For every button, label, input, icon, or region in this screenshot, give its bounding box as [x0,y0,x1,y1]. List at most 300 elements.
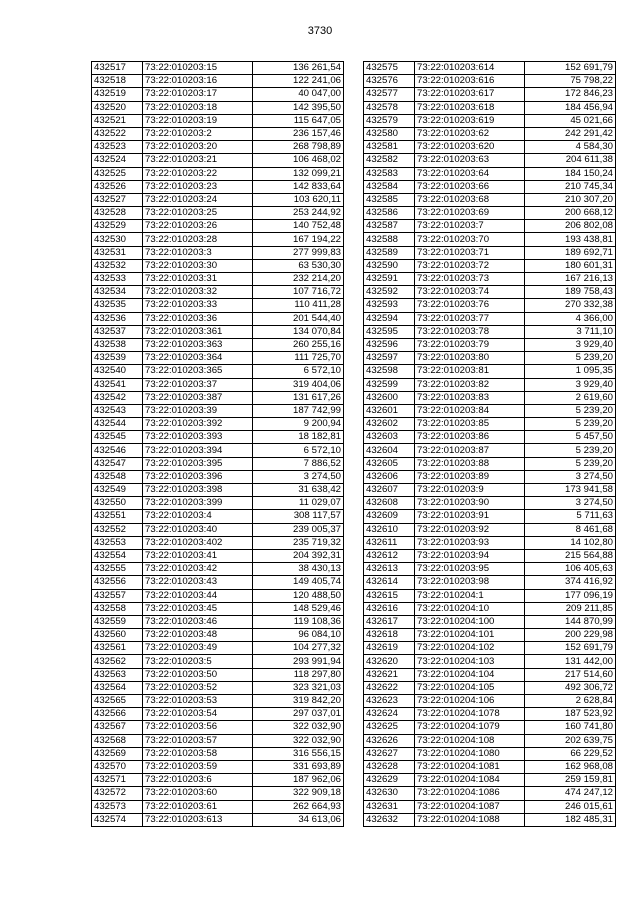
cadastral-number: 73:22:010203:9 [415,484,525,497]
cadastral-number: 73:22:010203:80 [415,352,525,365]
row-number: 432568 [92,734,143,747]
cadastral-number: 73:22:010203:57 [143,734,253,747]
cadastral-number: 73:22:010203:64 [415,167,525,180]
table-row [92,470,344,483]
table-row [364,391,616,404]
row-number: 432556 [92,576,143,589]
table-row [364,62,616,75]
table-row [92,523,344,536]
table-row [92,418,344,431]
cadastral-number: 73:22:010203:86 [415,431,525,444]
table-row [364,523,616,536]
cadastral-value: 152 691,79 [525,642,616,655]
cadastral-value: 260 255,16 [253,338,344,351]
cadastral-value: 132 099,21 [253,167,344,180]
table-row [92,127,344,140]
cadastral-value: 4 584,30 [525,141,616,154]
cadastral-number: 73:22:010203:49 [143,642,253,655]
cadastral-value: 201 544,40 [253,312,344,325]
table-row [92,497,344,510]
cadastral-number: 73:22:010203:98 [415,576,525,589]
row-number: 432631 [364,800,415,813]
cadastral-value: 331 693,89 [253,760,344,773]
cadastral-number: 73:22:010203:618 [415,101,525,114]
table-row [364,681,616,694]
table-row [364,233,616,246]
cadastral-value: 3 274,50 [253,470,344,483]
cadastral-number: 73:22:010203:4 [143,510,253,523]
cadastral-value: 210 307,20 [525,193,616,206]
row-number: 432573 [92,800,143,813]
cadastral-number: 73:22:010203:20 [143,141,253,154]
cadastral-number: 73:22:010203:68 [415,193,525,206]
cadastral-value: 323 321,03 [253,681,344,694]
row-number: 432605 [364,457,415,470]
row-number: 432625 [364,721,415,734]
table-row [364,747,616,760]
cadastral-value: 2 628,84 [525,695,616,708]
table-row [92,220,344,233]
table-row [364,563,616,576]
cadastral-number: 73:22:010203:46 [143,615,253,628]
cadastral-value: 259 159,81 [525,774,616,787]
cadastral-value: 5 711,63 [525,510,616,523]
cadastral-value: 63 530,30 [253,259,344,272]
row-number: 432592 [364,286,415,299]
cadastral-number: 73:22:010204:1088 [415,813,525,826]
table-row [364,207,616,220]
cadastral-number: 73:22:010203:36 [143,312,253,325]
cadastral-value: 242 291,42 [525,127,616,140]
table-row [364,695,616,708]
cadastral-value: 131 442,00 [525,655,616,668]
cadastral-number: 73:22:010203:66 [415,180,525,193]
cadastral-value: 11 029,07 [253,497,344,510]
row-number: 432571 [92,774,143,787]
cadastral-number: 73:22:010203:58 [143,747,253,760]
table-row [92,154,344,167]
cadastral-value: 184 150,24 [525,167,616,180]
table-row [92,325,344,338]
cadastral-number: 73:22:010203:85 [415,418,525,431]
row-number: 432624 [364,708,415,721]
cadastral-value: 270 332,38 [525,299,616,312]
table-row [92,695,344,708]
table-row [92,589,344,602]
table-row [364,721,616,734]
row-number: 432581 [364,141,415,154]
cadastral-number: 73:22:010203:84 [415,404,525,417]
table-row [92,365,344,378]
cadastral-number: 73:22:010203:24 [143,193,253,206]
cadastral-value: 4 366,00 [525,312,616,325]
cadastral-number: 73:22:010204:104 [415,668,525,681]
row-number: 432628 [364,760,415,773]
cadastral-value: 167 216,13 [525,273,616,286]
cadastral-value: 187 742,99 [253,404,344,417]
cadastral-value: 322 909,18 [253,787,344,800]
cadastral-value: 173 941,58 [525,484,616,497]
row-number: 432590 [364,259,415,272]
row-number: 432563 [92,668,143,681]
cadastral-value: 235 719,32 [253,536,344,549]
table-row [92,457,344,470]
row-number: 432591 [364,273,415,286]
cadastral-value: 167 194,22 [253,233,344,246]
row-number: 432538 [92,338,143,351]
table-row [92,602,344,615]
table-row [92,536,344,549]
cadastral-number: 73:22:010203:613 [143,813,253,826]
cadastral-number: 73:22:010203:617 [415,88,525,101]
cadastral-value: 118 297,80 [253,668,344,681]
cadastral-number: 73:22:010203:79 [415,338,525,351]
cadastral-number: 73:22:010203:30 [143,259,253,272]
cadastral-number: 73:22:010203:18 [143,101,253,114]
table-row [364,127,616,140]
row-number: 432530 [92,233,143,246]
cadastral-number: 73:22:010203:616 [415,75,525,88]
row-number: 432561 [92,642,143,655]
table-row [364,787,616,800]
cadastral-value: 75 798,22 [525,75,616,88]
cadastral-value: 162 968,08 [525,760,616,773]
table-row [92,378,344,391]
table-row [364,312,616,325]
cadastral-number: 73:22:010203:89 [415,470,525,483]
cadastral-number: 73:22:010203:31 [143,273,253,286]
table-row [364,444,616,457]
cadastral-value: 187 523,92 [525,708,616,721]
cadastral-value: 144 870,99 [525,615,616,628]
row-number: 432595 [364,325,415,338]
cadastral-value: 3 711,10 [525,325,616,338]
table-row [364,576,616,589]
cadastral-value: 9 200,94 [253,418,344,431]
table-row [364,259,616,272]
table-row [364,536,616,549]
cadastral-value: 206 802,08 [525,220,616,233]
cadastral-value: 149 405,74 [253,576,344,589]
cadastral-number: 73:22:010203:39 [143,404,253,417]
cadastral-value: 253 244,92 [253,207,344,220]
cadastral-value: 3 274,50 [525,470,616,483]
row-number: 432520 [92,101,143,114]
cadastral-number: 73:22:010203:88 [415,457,525,470]
cadastral-number: 73:22:010203:26 [143,220,253,233]
table-row [364,101,616,114]
cadastral-value: 96 084,10 [253,629,344,642]
table-row [364,589,616,602]
row-number: 432559 [92,615,143,628]
table-row [92,563,344,576]
cadastral-number: 73:22:010203:614 [415,62,525,75]
cadastral-number: 73:22:010203:77 [415,312,525,325]
table-row [92,114,344,127]
cadastral-value: 277 999,83 [253,246,344,259]
row-number: 432537 [92,325,143,338]
table-row [92,576,344,589]
row-number: 432526 [92,180,143,193]
cadastral-value: 34 613,06 [253,813,344,826]
row-number: 432626 [364,734,415,747]
row-number: 432586 [364,207,415,220]
row-number: 432575 [364,62,415,75]
cadastral-number: 73:22:010203:78 [415,325,525,338]
row-number: 432552 [92,523,143,536]
row-number: 432600 [364,391,415,404]
cadastral-number: 73:22:010203:43 [143,576,253,589]
cadastral-value: 3 274,50 [525,497,616,510]
row-number: 432606 [364,470,415,483]
table-row [364,154,616,167]
cadastral-number: 73:22:010203:94 [415,549,525,562]
cadastral-number: 73:22:010203:52 [143,681,253,694]
row-number: 432540 [92,365,143,378]
cadastral-value: 316 556,15 [253,747,344,760]
table-row [364,629,616,642]
cadastral-value: 5 239,20 [525,457,616,470]
table-row [92,549,344,562]
row-number: 432562 [92,655,143,668]
cadastral-number: 73:22:010203:395 [143,457,253,470]
table-row [92,259,344,272]
table-row [92,404,344,417]
cadastral-number: 73:22:010203:28 [143,233,253,246]
row-number: 432620 [364,655,415,668]
cadastral-number: 73:22:010204:102 [415,642,525,655]
cadastral-value: 110 411,28 [253,299,344,312]
cadastral-number: 73:22:010204:108 [415,734,525,747]
row-number: 432539 [92,352,143,365]
cadastral-value: 202 639,75 [525,734,616,747]
table-row [92,180,344,193]
table-row [92,233,344,246]
table-row [364,813,616,826]
cadastral-value: 322 032,90 [253,734,344,747]
row-number: 432522 [92,127,143,140]
cadastral-value: 246 015,61 [525,800,616,813]
row-number: 432555 [92,563,143,576]
table-row [364,246,616,259]
cadastral-value: 492 306,72 [525,681,616,694]
cadastral-value: 18 182,81 [253,431,344,444]
cadastral-value: 5 457,50 [525,431,616,444]
row-number: 432604 [364,444,415,457]
cadastral-value: 66 229,52 [525,747,616,760]
row-number: 432567 [92,721,143,734]
cadastral-number: 73:22:010204:1080 [415,747,525,760]
row-number: 432587 [364,220,415,233]
table-row [364,760,616,773]
row-number: 432541 [92,378,143,391]
cadastral-value: 142 833,64 [253,180,344,193]
row-number: 432588 [364,233,415,246]
cadastral-value: 184 456,94 [525,101,616,114]
row-number: 432617 [364,615,415,628]
row-number: 432527 [92,193,143,206]
cadastral-number: 73:22:010203:2 [143,127,253,140]
right-table-body [364,62,616,827]
row-number: 432572 [92,787,143,800]
table-row [92,299,344,312]
cadastral-value: 115 647,05 [253,114,344,127]
cadastral-value: 152 691,79 [525,62,616,75]
cadastral-number: 73:22:010203:33 [143,299,253,312]
cadastral-number: 73:22:010204:1086 [415,787,525,800]
cadastral-number: 73:22:010203:74 [415,286,525,299]
cadastral-value: 38 430,13 [253,563,344,576]
row-number: 432517 [92,62,143,75]
table-row [92,721,344,734]
cadastral-number: 73:22:010203:399 [143,497,253,510]
cadastral-value: 236 157,46 [253,127,344,140]
table-row [364,88,616,101]
table-row [364,338,616,351]
cadastral-value: 177 096,19 [525,589,616,602]
table-row [364,615,616,628]
row-number: 432570 [92,760,143,773]
table-row [364,642,616,655]
cadastral-number: 73:22:010203:620 [415,141,525,154]
row-number: 432615 [364,589,415,602]
table-row [92,655,344,668]
table-row [364,193,616,206]
table-row [364,273,616,286]
page-number: 3730 [307,25,333,37]
table-row [92,338,344,351]
row-number: 432623 [364,695,415,708]
table-row [92,312,344,325]
cadastral-number: 73:22:010203:387 [143,391,253,404]
cadastral-value: 31 638,42 [253,484,344,497]
row-number: 432523 [92,141,143,154]
cadastral-value: 5 239,20 [525,352,616,365]
right-register-table [363,61,616,827]
row-number: 432518 [92,75,143,88]
cadastral-value: 14 102,80 [525,536,616,549]
cadastral-number: 73:22:010203:392 [143,418,253,431]
cadastral-value: 297 037,01 [253,708,344,721]
row-number: 432551 [92,510,143,523]
table-row [92,88,344,101]
cadastral-value: 180 601,31 [525,259,616,272]
table-row [364,602,616,615]
row-number: 432545 [92,431,143,444]
cadastral-value: 160 741,80 [525,721,616,734]
cadastral-number: 73:22:010203:76 [415,299,525,312]
row-number: 432548 [92,470,143,483]
cadastral-number: 73:22:010203:92 [415,523,525,536]
row-number: 432528 [92,207,143,220]
table-row [92,734,344,747]
table-row [364,497,616,510]
cadastral-number: 73:22:010203:365 [143,365,253,378]
row-number: 432616 [364,602,415,615]
row-number: 432544 [92,418,143,431]
table-row [92,286,344,299]
cadastral-value: 189 758,43 [525,286,616,299]
cadastral-value: 217 514,60 [525,668,616,681]
cadastral-number: 73:22:010203:61 [143,800,253,813]
table-row [92,207,344,220]
row-number: 432611 [364,536,415,549]
row-number: 432569 [92,747,143,760]
row-number: 432564 [92,681,143,694]
cadastral-number: 73:22:010203:70 [415,233,525,246]
cadastral-value: 189 692,71 [525,246,616,259]
cadastral-value: 6 572,10 [253,365,344,378]
table-row [92,444,344,457]
cadastral-value: 8 461,68 [525,523,616,536]
row-number: 432532 [92,259,143,272]
cadastral-number: 73:22:010203:83 [415,391,525,404]
row-number: 432613 [364,563,415,576]
row-number: 432536 [92,312,143,325]
cadastral-number: 73:22:010203:363 [143,338,253,351]
row-number: 432543 [92,404,143,417]
cadastral-number: 73:22:010203:90 [415,497,525,510]
cadastral-number: 73:22:010203:16 [143,75,253,88]
cadastral-value: 119 108,36 [253,615,344,628]
cadastral-value: 6 572,10 [253,444,344,457]
cadastral-value: 5 239,20 [525,418,616,431]
cadastral-number: 73:22:010203:44 [143,589,253,602]
cadastral-number: 73:22:010203:396 [143,470,253,483]
table-row [364,114,616,127]
row-number: 432566 [92,708,143,721]
table-row [92,747,344,760]
row-number: 432546 [92,444,143,457]
cadastral-number: 73:22:010204:1084 [415,774,525,787]
row-number: 432577 [364,88,415,101]
cadastral-number: 73:22:010203:17 [143,88,253,101]
cadastral-value: 134 070,84 [253,325,344,338]
cadastral-number: 73:22:010203:95 [415,563,525,576]
cadastral-value: 131 617,26 [253,391,344,404]
table-row [92,681,344,694]
table-row [92,391,344,404]
table-row [364,734,616,747]
table-row [364,299,616,312]
cadastral-value: 106 405,63 [525,563,616,576]
row-number: 432627 [364,747,415,760]
row-number: 432621 [364,668,415,681]
cadastral-value: 103 620,11 [253,193,344,206]
table-row [92,760,344,773]
cadastral-value: 3 929,40 [525,338,616,351]
cadastral-value: 140 752,48 [253,220,344,233]
cadastral-number: 73:22:010203:62 [415,127,525,140]
row-number: 432579 [364,114,415,127]
cadastral-value: 322 032,90 [253,721,344,734]
table-row [92,813,344,826]
row-number: 432524 [92,154,143,167]
row-number: 432602 [364,418,415,431]
cadastral-value: 308 117,57 [253,510,344,523]
row-number: 432614 [364,576,415,589]
table-row [92,167,344,180]
cadastral-number: 73:22:010204:101 [415,629,525,642]
row-number: 432597 [364,352,415,365]
table-row [364,220,616,233]
cadastral-value: 40 047,00 [253,88,344,101]
cadastral-value: 209 211,85 [525,602,616,615]
row-number: 432542 [92,391,143,404]
row-number: 432535 [92,299,143,312]
cadastral-number: 73:22:010203:69 [415,207,525,220]
row-number: 432519 [92,88,143,101]
